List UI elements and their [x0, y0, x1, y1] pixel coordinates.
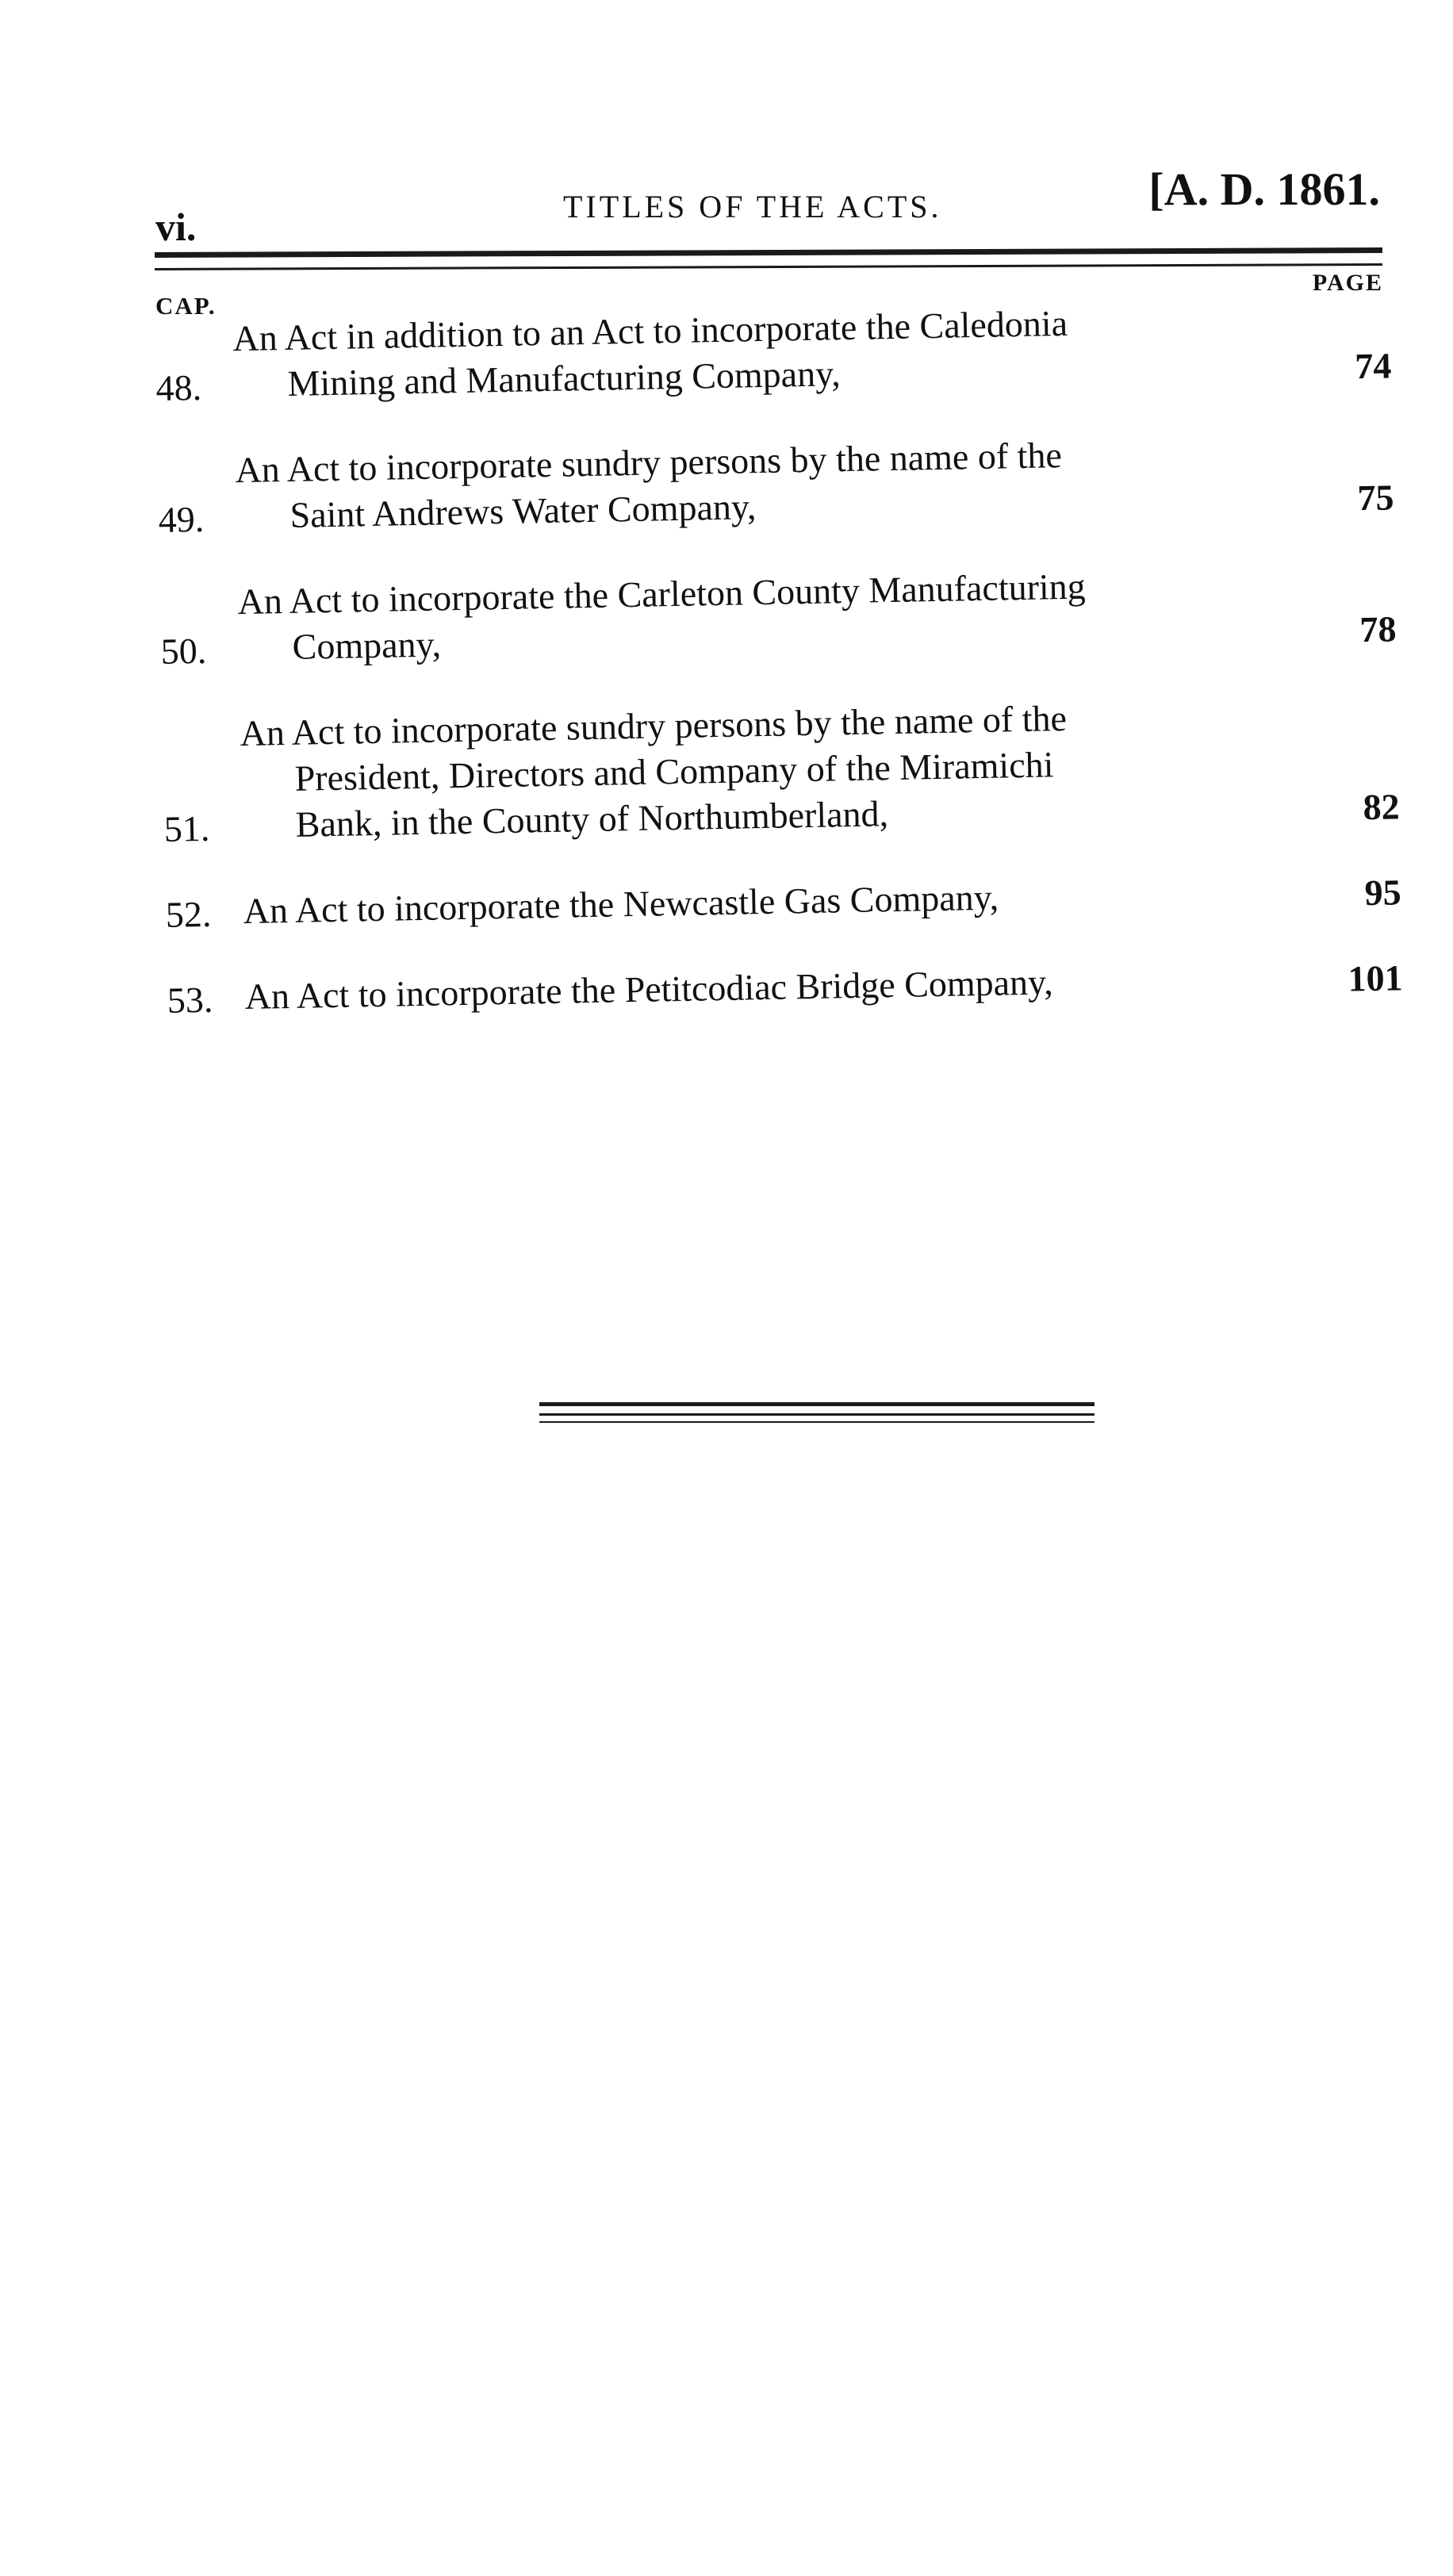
act-title	[235, 428, 1275, 539]
act-title-line: Company,	[292, 623, 442, 667]
act-title	[232, 297, 1273, 408]
act-title	[240, 692, 1281, 849]
list-item	[167, 953, 1405, 1022]
page-header	[151, 163, 1380, 250]
cap-number: 49.	[158, 498, 205, 540]
act-titles-list	[155, 294, 1405, 1060]
cap-column-label: CAP.	[155, 292, 217, 320]
header-rule-thin	[155, 263, 1382, 270]
act-title-line: An Act to incorporate sundry persons by the name of the	[240, 698, 1068, 754]
act-title-line: An Act to incorporate the Petitcodiac Bridge Company,	[244, 961, 1054, 1018]
act-title-line: An Act to incorporate the Carleton County Manufacturing	[237, 565, 1087, 623]
act-title-line: An Act to incorporate sundry persons by the name of the	[235, 435, 1063, 491]
page-column-label: PAGE	[1312, 270, 1383, 296]
act-title-line: Bank, in the County of Northumberland,	[295, 793, 889, 845]
closing-rule	[539, 1413, 1095, 1416]
list-item	[162, 689, 1401, 850]
closing-rule	[539, 1402, 1095, 1406]
act-title-line: Saint Andrews Water Company,	[289, 486, 757, 535]
list-item	[159, 558, 1398, 673]
page-reference: 78	[1359, 608, 1397, 650]
cap-number: 48.	[155, 366, 202, 408]
act-title-line: An Act to incorporate the Newcastle Gas Company,	[243, 876, 999, 932]
page-number: vi.	[155, 205, 197, 249]
page-reference: 95	[1364, 872, 1402, 914]
act-title-line: President, Directors and Company of the Miramichi	[294, 744, 1054, 799]
act-title-line: An Act in addition to an Act to incorporate the Caledonia	[232, 302, 1068, 359]
closing-rule	[539, 1421, 1095, 1423]
page-reference: 101	[1348, 957, 1403, 999]
act-title	[244, 955, 1284, 1020]
page-reference: 75	[1356, 477, 1394, 519]
list-item	[165, 867, 1403, 936]
list-item	[157, 426, 1396, 541]
cap-number: 52.	[165, 893, 212, 935]
page-reference: 74	[1354, 345, 1392, 387]
act-title-line: Mining and Manufacturing Company,	[287, 353, 842, 404]
cap-number: 51.	[163, 807, 210, 849]
act-title	[243, 869, 1282, 934]
page-reference: 82	[1363, 786, 1401, 828]
cap-number: 50.	[160, 630, 207, 672]
list-item	[155, 294, 1394, 409]
cap-number: 53.	[167, 979, 213, 1021]
act-title	[237, 560, 1278, 671]
running-title: TITLES OF THE ACTS.	[563, 189, 942, 224]
header-date: [A. D. 1861.	[1148, 163, 1380, 215]
